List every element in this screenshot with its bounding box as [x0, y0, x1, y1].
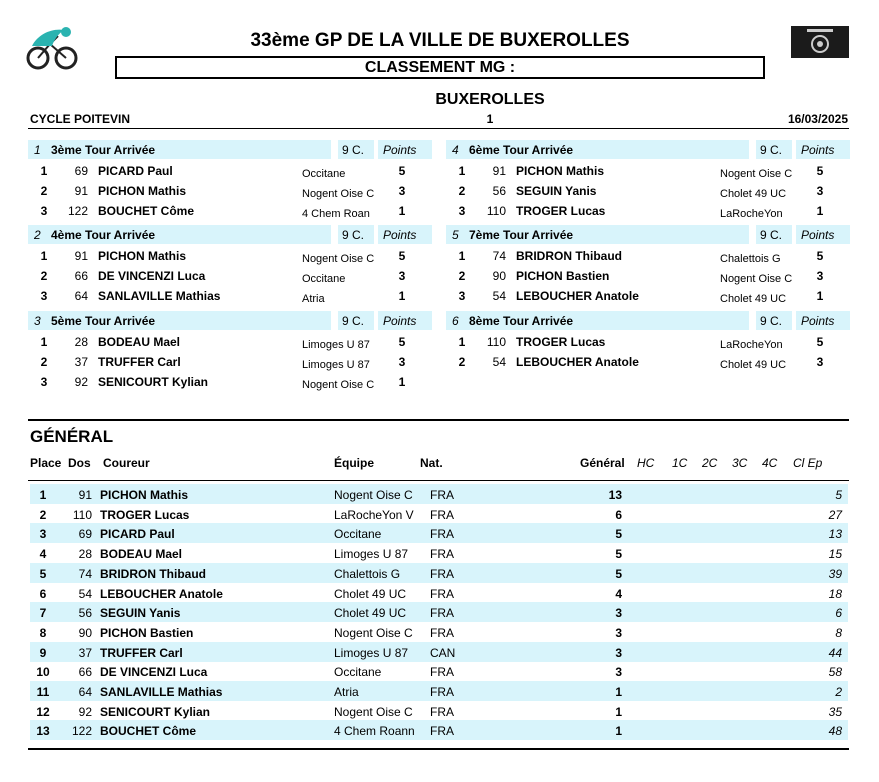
general-rider-name: SEGUIN Yanis [100, 606, 181, 621]
sprint-name: 5ème Tour Arrivée [51, 314, 156, 328]
sprint-points-label: Points [383, 143, 417, 157]
sprint-points: 3 [816, 269, 824, 283]
general-bib: 56 [78, 606, 92, 621]
general-stage-rank: 6 [835, 606, 842, 621]
general-nationality: FRA [430, 724, 454, 739]
general-nationality: CAN [430, 645, 456, 660]
general-place: 11 [36, 685, 50, 699]
general-nationality: FRA [430, 566, 454, 581]
general-team: Occitane [334, 665, 382, 680]
general-points: 1 [615, 724, 622, 739]
sprint-bib: 54 [492, 289, 506, 303]
general-bib: 90 [78, 625, 92, 640]
general-nationality: FRA [430, 547, 454, 562]
general-rider-name: BRIDRON Thibaud [100, 566, 206, 581]
general-nationality: FRA [430, 625, 454, 640]
general-bib: 64 [78, 685, 92, 699]
sprint-row [28, 267, 432, 287]
general-points: 5 [615, 566, 622, 581]
general-bib: 92 [78, 704, 92, 719]
sprint-bib: 56 [492, 184, 506, 198]
general-points: 1 [615, 685, 622, 699]
general-row [30, 583, 848, 603]
sprint-row [28, 333, 432, 353]
sprint-team: Cholet 49 UC [720, 293, 787, 305]
general-row [30, 701, 848, 721]
sprint-points-label: Points [801, 143, 835, 157]
sprint-name: 6ème Tour Arrivée [469, 143, 574, 157]
sprint-bib: 122 [67, 204, 88, 218]
sprint-rider-name: LEBOUCHER Anatole [516, 355, 639, 369]
sprint-place: 1 [458, 335, 466, 349]
general-row [30, 622, 848, 642]
general-bib: 37 [78, 645, 92, 660]
sprint-points: 5 [398, 164, 406, 178]
sprint-bib: 110 [486, 335, 506, 349]
col-header-equipe: Équipe [334, 456, 375, 470]
general-bib: 54 [78, 586, 92, 601]
sprint-category: 9 C. [342, 314, 365, 328]
sprint-points: 3 [398, 355, 406, 369]
sprint-place: 2 [40, 269, 48, 283]
general-points: 3 [615, 665, 622, 680]
general-place: 13 [36, 724, 50, 739]
sprint-bib: 54 [492, 355, 506, 369]
sprint-points: 5 [816, 164, 824, 178]
general-team: Nogent Oise C [334, 704, 413, 719]
sprint-name: 8ème Tour Arrivée [469, 314, 574, 328]
sprint-header [446, 309, 850, 331]
sprint-bib: 69 [74, 164, 88, 178]
header-divider [28, 128, 849, 129]
general-team: LaRocheYon V [334, 507, 414, 522]
general-stage-rank: 13 [828, 527, 842, 542]
col-header-place: Place [30, 456, 62, 470]
general-nationality: FRA [430, 606, 454, 621]
col-header-coureur: Coureur [103, 456, 150, 470]
sprint-place: 1 [458, 164, 466, 178]
sprint-place: 3 [40, 375, 48, 389]
col-header-general: Général [580, 456, 625, 470]
sprint-place: 1 [40, 249, 48, 263]
page-title: 33ème GP DE LA VILLE DE BUXEROLLES [250, 30, 630, 51]
sprint-place: 2 [458, 184, 466, 198]
col-header-1c: 1C [672, 456, 688, 470]
sprint-rider-name: BRIDRON Thibaud [516, 249, 622, 263]
sprint-rider-name: LEBOUCHER Anatole [516, 289, 639, 303]
sprint-place: 1 [40, 164, 48, 178]
sprint-team: Occitane [302, 168, 346, 180]
sprint-bib: 91 [492, 164, 506, 178]
general-rider-name: PICHON Bastien [100, 625, 194, 640]
general-rider-name: SANLAVILLE Mathias [100, 685, 223, 699]
general-stage-rank: 35 [828, 704, 842, 719]
general-team: Atria [334, 685, 359, 699]
race-date: 16/03/2025 [787, 112, 848, 126]
general-header-rule [28, 480, 849, 481]
general-place: 4 [39, 547, 47, 562]
sprint-team: LaRocheYon [720, 208, 783, 220]
sprint-team: Limoges U 87 [302, 359, 370, 371]
general-row [30, 681, 848, 701]
general-place: 5 [39, 566, 47, 581]
sprint-rider-name: PICHON Mathis [98, 249, 187, 263]
sprint-place: 2 [458, 269, 466, 283]
general-row [30, 720, 848, 740]
cyclist-logo [24, 24, 80, 72]
sprint-points: 3 [398, 269, 406, 283]
general-row [30, 563, 848, 583]
sprint-bib: 66 [74, 269, 88, 283]
sprint-team: Cholet 49 UC [720, 188, 787, 200]
sprint-rider-name: BODEAU Mael [98, 335, 181, 349]
general-row [30, 504, 848, 524]
sprint-row [28, 162, 432, 182]
sprint-bib: 64 [74, 289, 88, 303]
general-rider-name: BODEAU Mael [100, 547, 183, 562]
sprint-points: 3 [816, 355, 824, 369]
general-rider-name: LEBOUCHER Anatole [100, 586, 223, 601]
general-place: 3 [39, 527, 47, 542]
sprint-rider-name: TROGER Lucas [516, 204, 606, 218]
sprint-bib: 37 [74, 355, 88, 369]
sprint-points: 1 [816, 289, 824, 303]
general-points: 1 [615, 704, 622, 719]
general-rider-name: DE VINCENZI Luca [100, 665, 208, 680]
general-stage-rank: 8 [835, 625, 842, 640]
sprint-rider-name: PICARD Paul [98, 164, 173, 178]
sprint-points: 1 [398, 375, 406, 389]
sprint-category: 9 C. [760, 143, 783, 157]
general-team: Limoges U 87 [334, 645, 409, 660]
general-nationality: FRA [430, 507, 454, 522]
general-bib: 69 [78, 527, 92, 542]
sprint-points: 5 [398, 335, 406, 349]
general-team: Occitane [334, 527, 382, 542]
sprint-number: 2 [34, 228, 41, 242]
general-row [30, 642, 848, 662]
sprint-row [28, 182, 432, 202]
general-row [30, 661, 848, 681]
sprint-team: LaRocheYon [720, 339, 783, 351]
general-nationality: FRA [430, 665, 454, 680]
sprint-row [446, 353, 850, 373]
general-team: Chalettois G [334, 566, 401, 581]
race-number: 1 [486, 112, 494, 126]
sprint-place: 3 [458, 289, 466, 303]
general-points: 5 [615, 527, 622, 542]
sprint-team: Limoges U 87 [302, 339, 370, 351]
general-team: Nogent Oise C [334, 625, 413, 640]
general-rider-name: TROGER Lucas [100, 507, 190, 522]
general-stage-rank: 39 [828, 566, 842, 581]
sprint-rider-name: PICHON Mathis [98, 184, 187, 198]
general-stage-rank: 48 [828, 724, 842, 739]
sprint-row [446, 182, 850, 202]
sprint-points: 5 [816, 335, 824, 349]
sprint-points: 3 [816, 184, 824, 198]
sprint-name: 4ème Tour Arrivée [51, 228, 156, 242]
sprint-number: 6 [452, 314, 459, 328]
sprint-row [28, 247, 432, 267]
general-team: 4 Chem Roann [334, 724, 415, 739]
general-stage-rank: 15 [828, 547, 842, 562]
sprint-team: Nogent Oise C [302, 253, 375, 265]
sprint-header [28, 309, 432, 331]
sprint-place: 1 [40, 335, 48, 349]
col-header-3c: 3C [732, 456, 748, 470]
sprint-rider-name: BOUCHET Côme [98, 204, 195, 218]
general-place: 1 [39, 488, 47, 502]
col-header-2c: 2C [702, 456, 718, 470]
general-place: 2 [39, 507, 47, 522]
general-place: 7 [39, 606, 47, 621]
general-place: 8 [39, 625, 47, 640]
club-name: CYCLE POITEVIN [30, 112, 131, 126]
general-place: 6 [39, 586, 47, 601]
sprint-bib: 90 [492, 269, 506, 283]
general-bottom-rule [28, 748, 849, 750]
general-rider-name: SENICOURT Kylian [100, 704, 211, 719]
sprint-row [446, 247, 850, 267]
sprint-rider-name: PICHON Mathis [516, 164, 605, 178]
sprint-points-label: Points [383, 228, 417, 242]
sprint-header [28, 138, 432, 160]
sprint-bib: 28 [74, 335, 88, 349]
classement-title: CLASSEMENT MG : [115, 56, 765, 79]
sprint-team: Nogent Oise C [720, 168, 793, 180]
sprint-team: Cholet 49 UC [720, 359, 787, 371]
sprint-rider-name: SENICOURT Kylian [98, 375, 209, 389]
general-place: 12 [36, 704, 50, 719]
sprint-bib: 91 [74, 249, 88, 263]
general-nationality: FRA [430, 488, 454, 502]
sprint-points: 5 [398, 249, 406, 263]
sprint-points: 5 [816, 249, 824, 263]
sprint-rider-name: TRUFFER Carl [98, 355, 181, 369]
sprint-team: Chalettois G [720, 253, 781, 265]
sprint-points-label: Points [383, 314, 417, 328]
general-row [30, 602, 848, 622]
sprint-row [446, 202, 850, 222]
sprint-row [446, 267, 850, 287]
sprint-team: Atria [302, 293, 325, 305]
sprint-number: 4 [452, 143, 459, 157]
sprint-points: 3 [398, 184, 406, 198]
col-header-nat: Nat. [420, 456, 443, 470]
sprint-points: 1 [398, 289, 406, 303]
sprint-row [28, 202, 432, 222]
general-place: 9 [39, 645, 47, 660]
general-points: 6 [615, 507, 622, 522]
general-rider-name: TRUFFER Carl [100, 645, 183, 660]
sprint-category: 9 C. [342, 228, 365, 242]
col-header-hc: HC [637, 456, 655, 470]
sprint-team: Nogent Oise C [302, 379, 375, 391]
general-nationality: FRA [430, 685, 454, 699]
sprint-bib: 110 [486, 204, 506, 218]
sprint-row [446, 287, 850, 307]
general-nationality: FRA [430, 704, 454, 719]
sprint-category: 9 C. [760, 314, 783, 328]
sprint-bib: 91 [74, 184, 88, 198]
sprint-points-label: Points [801, 314, 835, 328]
sprint-row [446, 333, 850, 353]
col-header-clep: Cl Ep [793, 456, 823, 470]
col-header-4c: 4C [762, 456, 778, 470]
sprint-team: Nogent Oise C [302, 188, 375, 200]
general-row [30, 543, 848, 563]
general-nationality: FRA [430, 527, 454, 542]
general-stage-rank: 2 [835, 685, 842, 699]
sprint-place: 1 [458, 249, 466, 263]
general-team: Nogent Oise C [334, 488, 413, 502]
general-team: Cholet 49 UC [334, 586, 407, 601]
sprint-points: 1 [816, 204, 824, 218]
general-row [30, 484, 848, 504]
general-bib: 66 [78, 665, 92, 680]
sprint-number: 1 [34, 143, 41, 157]
general-team: Limoges U 87 [334, 547, 409, 562]
general-stage-rank: 44 [828, 645, 842, 660]
sprint-place: 3 [40, 204, 48, 218]
sprint-number: 5 [452, 228, 459, 242]
sprint-category: 9 C. [342, 143, 365, 157]
general-points: 3 [615, 645, 622, 660]
col-header-dos: Dos [68, 456, 91, 470]
general-bib: 74 [78, 566, 92, 581]
general-stage-rank: 58 [828, 665, 842, 680]
general-place: 10 [36, 665, 50, 680]
general-bib: 110 [72, 507, 92, 522]
general-nationality: FRA [430, 586, 454, 601]
general-rider-name: PICARD Paul [100, 527, 175, 542]
general-stage-rank: 5 [835, 488, 842, 502]
sprint-name: 3ème Tour Arrivée [51, 143, 156, 157]
sprint-header [28, 223, 432, 245]
general-rider-name: BOUCHET Côme [100, 724, 197, 739]
cycle-poitevin-logo [791, 26, 849, 58]
general-points: 5 [615, 547, 622, 562]
sprint-place: 3 [40, 289, 48, 303]
general-stage-rank: 27 [828, 507, 842, 522]
sprint-points: 1 [398, 204, 406, 218]
general-bib: 122 [71, 724, 92, 739]
sprint-row [28, 373, 432, 393]
sprint-bib: 92 [74, 375, 88, 389]
sprint-rider-name: PICHON Bastien [516, 269, 610, 283]
sprint-place: 3 [458, 204, 466, 218]
sprint-category: 9 C. [760, 228, 783, 242]
sprint-header [446, 138, 850, 160]
general-points: 4 [615, 586, 622, 601]
general-row [30, 523, 848, 543]
sprint-row [446, 162, 850, 182]
general-points: 13 [608, 488, 622, 502]
sprint-place: 2 [458, 355, 466, 369]
sprint-place: 2 [40, 184, 48, 198]
sprint-points-label: Points [801, 228, 835, 242]
sprint-number: 3 [34, 314, 41, 328]
sprint-team: Occitane [302, 273, 346, 285]
venue-name: BUXEROLLES [435, 91, 545, 108]
sprint-rider-name: SANLAVILLE Mathias [98, 289, 221, 303]
sprint-team: Nogent Oise C [720, 273, 793, 285]
sprint-rider-name: SEGUIN Yanis [516, 184, 597, 198]
general-points: 3 [615, 606, 622, 621]
general-stage-rank: 18 [828, 586, 842, 601]
general-title: GÉNÉRAL [30, 427, 114, 446]
sprint-rider-name: DE VINCENZI Luca [98, 269, 206, 283]
general-points: 3 [615, 625, 622, 640]
sprint-rider-name: TROGER Lucas [516, 335, 606, 349]
sprint-bib: 74 [492, 249, 506, 263]
sprint-team: 4 Chem Roan [302, 208, 370, 220]
general-team: Cholet 49 UC [334, 606, 407, 621]
general-rider-name: PICHON Mathis [100, 488, 189, 502]
sprint-place: 2 [40, 355, 48, 369]
general-bib: 91 [78, 488, 92, 502]
sprint-name: 7ème Tour Arrivée [469, 228, 574, 242]
sprint-row [28, 353, 432, 373]
sprint-row [28, 287, 432, 307]
sprint-header [446, 223, 850, 245]
general-bib: 28 [78, 547, 92, 562]
general-top-rule [28, 419, 849, 421]
